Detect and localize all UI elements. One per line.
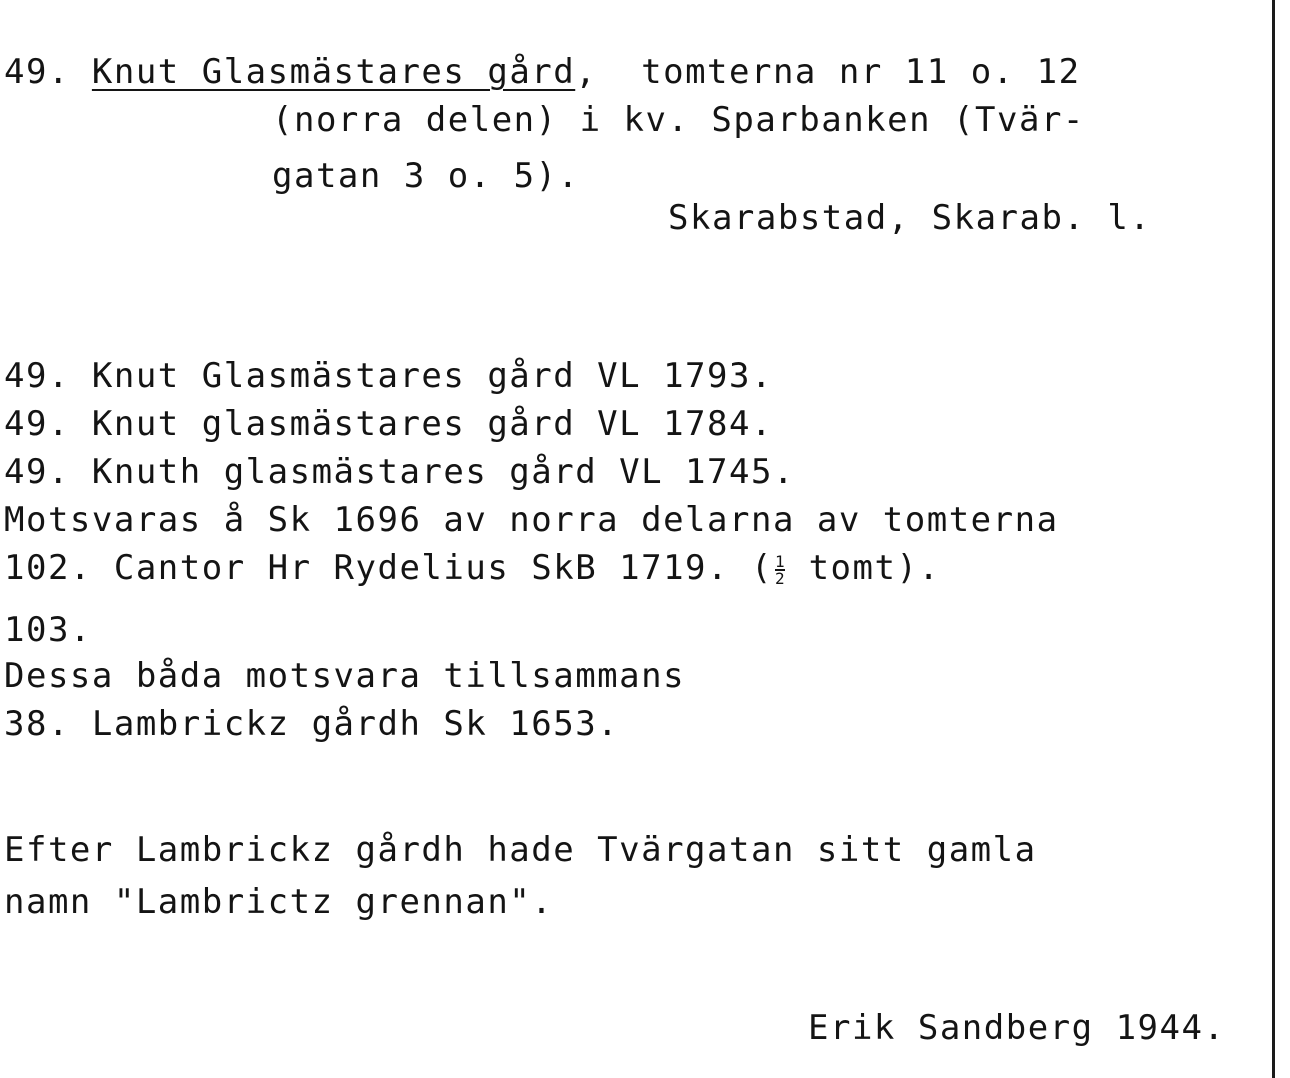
record-line-cantor [4, 548, 940, 588]
cantor-text-after: tomt). [786, 548, 941, 588]
record-line-103: 103. [4, 610, 92, 650]
signature: Erik Sandberg 1944. [808, 1008, 1226, 1048]
record-line-1: 49. Knut Glasmästares gård VL 1793. [4, 356, 773, 396]
record-line-4: Motsvaras å Sk 1696 av norra delarna av tomterna [4, 500, 1059, 540]
heading-name: Knut Glasmästares gård [91, 52, 576, 92]
half-fraction [774, 551, 785, 588]
record-line-3: 49. Knuth glasmästares gård VL 1745. [4, 452, 795, 492]
heading-line-3: gatan 3 o. 5). [272, 156, 580, 196]
record-line-lambrickz: 38. Lambrickz gårdh Sk 1653. [4, 704, 620, 744]
heading-line-2: (norra delen) i kv. Sparbanken (Tvär- [272, 100, 1085, 140]
heading-line-1 [4, 52, 1081, 92]
fraction-denominator: 2 [774, 568, 785, 588]
record-line-2: 49. Knut glasmästares gård VL 1784. [4, 404, 773, 444]
note-line-1: Efter Lambrickz gårdh hade Tvärgatan sitt gamla [4, 830, 1037, 870]
card-edge-line [1272, 0, 1275, 1078]
fraction-numerator: 1 [774, 551, 785, 571]
note-line-2: namn "Lambrictz grennan". [4, 882, 554, 922]
heading-location: Skarabstad, Skarab. l. [668, 198, 1152, 238]
cantor-text: 102. Cantor Hr Rydelius SkB 1719. ( [4, 548, 773, 588]
heading-plots: , tomterna nr 11 o. 12 [575, 52, 1081, 92]
heading-number: 49. [4, 52, 92, 92]
record-line-dessa: Dessa båda motsvara tillsammans [4, 656, 686, 696]
